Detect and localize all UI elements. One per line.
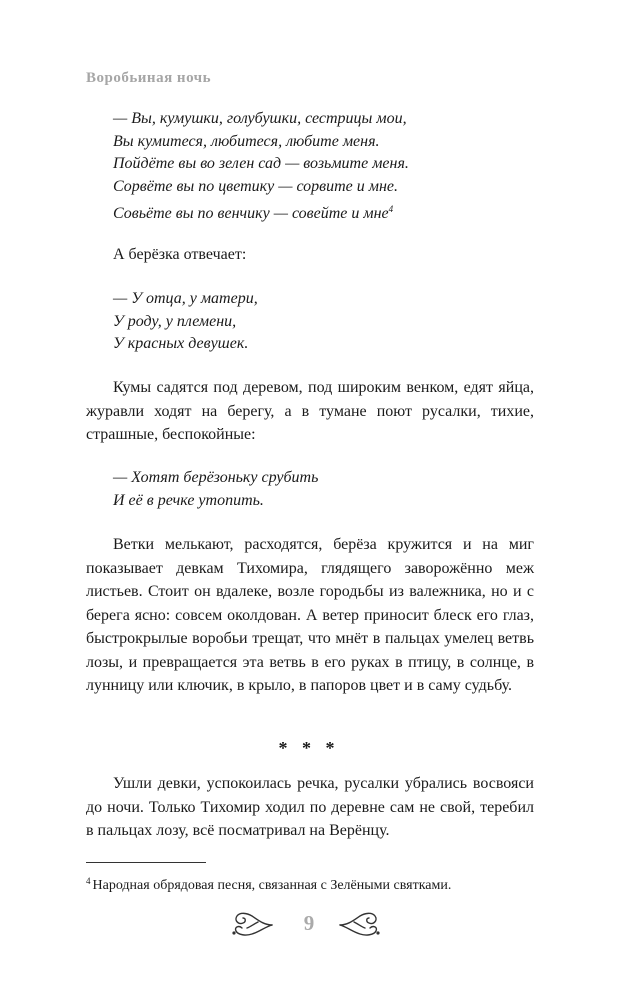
- paragraph-text: А берёзка отвечает:: [113, 246, 247, 263]
- paragraph-text: Кумы садятся под деревом, под широким венком, едят яйца, журавли ходят на берегу, а в тумане поют русалки, тихие, страшные, беспокойные:: [86, 379, 534, 443]
- song-verse-2: [86, 288, 534, 356]
- verse-line: И её в речке утопить.: [113, 491, 264, 509]
- paragraph-text: Ушли девки, успокоилась речка, русалки убрались восвояси до ночи. Только Тихомир ходил по деревне сам не свой, теребил в пальцах лозу, всё посматривал на Верёнцу.: [86, 775, 534, 839]
- verse-line: Сорвёте вы по цветику — сорвите и мне.: [113, 177, 399, 195]
- verse-line: Вы кумитеся, любитеся, любите меня.: [113, 132, 380, 150]
- paragraph-text: Ветки мелькают, расходятся, берёза кружится и на миг показывает девкам Тихомира, глядящего заворожённо меж листьев. Стоит он вдалеке, возле городьбы из валежника, но и с берега ясно: совсем околдован. А ветер приносит блеск его глаз, быстрокрылые воробьи трещат, что мнёт в пальцах умелец ветвь лозы, и превращается эта ветвь в его руках в птицу, в солнце, в лунницу или ключик, в крыло, в папоров цвет и в саму судьбу.: [86, 536, 534, 694]
- paragraph-kumy: [86, 376, 534, 447]
- footnote-number: 4: [86, 876, 91, 886]
- verse-line: — Хотят берёзоньку срубить: [113, 469, 319, 486]
- paragraph-birch-answers: [86, 243, 534, 267]
- footnote-text: Народная обрядовая песня, связанная с Зелёными святками.: [92, 878, 452, 893]
- footnote-divider: [86, 862, 206, 863]
- flourish-icon: [338, 908, 384, 945]
- section-break: * * *: [278, 738, 340, 758]
- verse-line: Пойдёте вы во зелен сад — возьмите меня.: [113, 155, 409, 172]
- footnote: [86, 872, 534, 895]
- verse-line: — Вы, кумушки, голубушки, сестрицы мои,: [113, 110, 407, 127]
- page-number: 9: [303, 911, 315, 935]
- paragraph-ushli: [86, 772, 534, 843]
- song-verse-1: [86, 108, 534, 226]
- verse-line: У роду, у племени,: [113, 312, 237, 330]
- verse-line: Совьёте вы по венчику — совейте и мне: [113, 205, 389, 222]
- song-verse-3: [86, 467, 534, 512]
- verse-line: У красных девушек.: [113, 335, 249, 352]
- page-footer: [0, 908, 618, 944]
- running-head: Воробьиная ночь: [86, 70, 212, 86]
- verse-line: — У отца, у матери,: [113, 290, 258, 307]
- footnote-reference[interactable]: 4: [388, 204, 394, 214]
- paragraph-vetki: [86, 533, 534, 698]
